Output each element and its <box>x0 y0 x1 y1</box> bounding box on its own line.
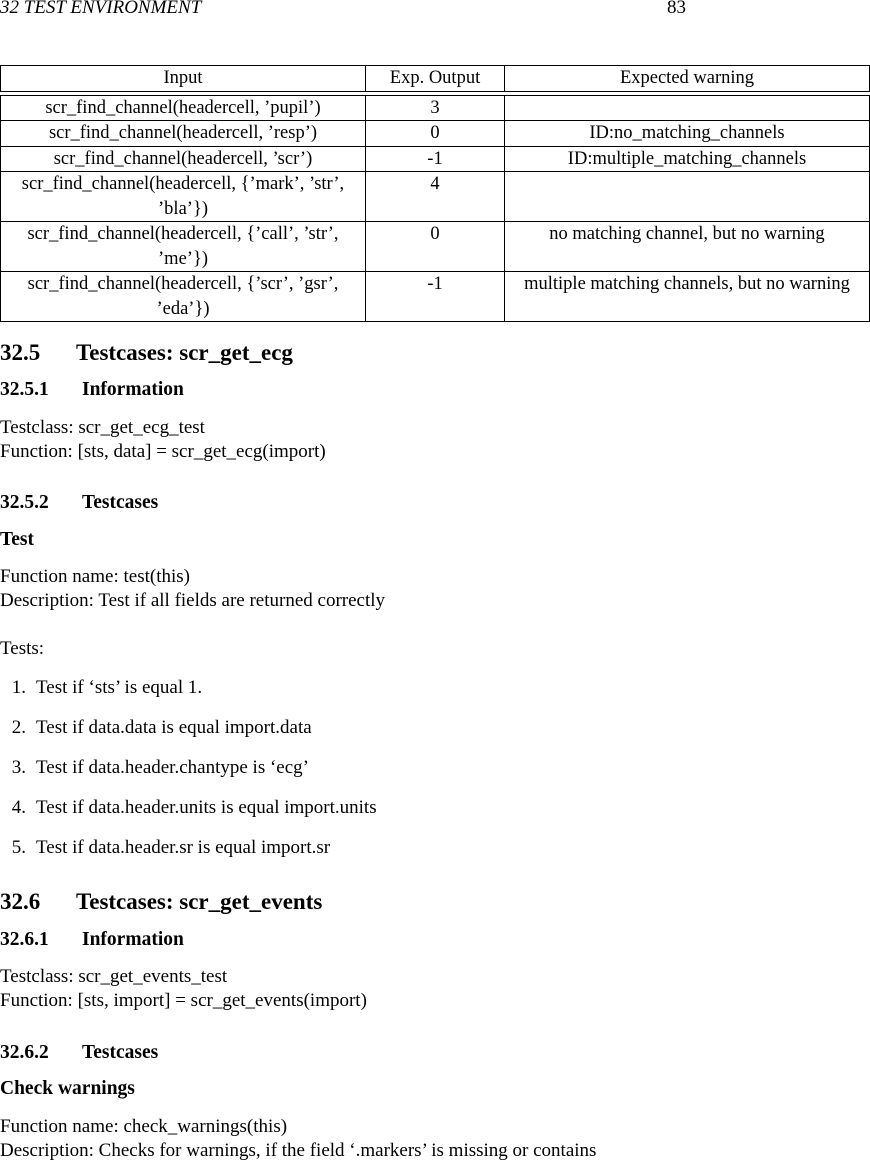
list-item-number: 3. <box>11 757 26 778</box>
cell-input: scr_find_channel(headercell, {’scr’, ’gsr’, ’eda’}) <box>1 272 366 322</box>
cell-input: scr_find_channel(headercell, ’scr’) <box>1 146 366 172</box>
subsection-title: Testcases <box>82 492 159 513</box>
section-number: 32.6 <box>0 889 41 914</box>
testclass-line: Testclass: scr_get_ecg_test <box>0 417 205 438</box>
cell-warning: ID:multiple_matching_channels <box>505 146 870 172</box>
list-item <box>0 837 330 859</box>
list-item-text: Test if ‘sts’ is equal 1. <box>36 677 203 698</box>
column-header: Expected warning <box>505 66 870 92</box>
list-item-text: Test if data.data is equal import.data <box>36 717 312 738</box>
subsection-title: Information <box>82 929 184 950</box>
cell-warning: no matching channel, but no warning <box>505 222 870 272</box>
function-name-line: Function name: test(this) <box>0 566 190 587</box>
column-header: Input <box>1 66 366 92</box>
subsection-title: Information <box>82 379 184 400</box>
section-title: Testcases: scr_get_ecg <box>76 340 293 365</box>
subsection-number: 32.5.1 <box>0 379 49 400</box>
cell-input: scr_find_channel(headercell, {’mark’, ’str’, ’bla’}) <box>1 172 366 222</box>
test-heading: Test <box>0 529 34 550</box>
subsection-heading <box>0 929 184 951</box>
column-header: Exp. Output <box>366 66 505 92</box>
cell-output: -1 <box>366 146 505 172</box>
test-heading: Check warnings <box>0 1078 135 1099</box>
function-name-line: Function name: check_warnings(this) <box>0 1116 288 1137</box>
list-item <box>0 717 312 739</box>
cell-output: -1 <box>366 272 505 322</box>
list-item-number: 1. <box>11 677 26 698</box>
list-item-number: 4. <box>11 797 26 818</box>
tests-label: Tests: <box>0 638 45 659</box>
subsection-number: 32.6.2 <box>0 1042 49 1063</box>
list-item <box>0 757 309 779</box>
subsection-heading <box>0 492 158 514</box>
subsection-number: 32.5.2 <box>0 492 49 513</box>
table-row <box>1 272 870 322</box>
testclass-line: Testclass: scr_get_events_test <box>0 966 228 987</box>
list-item-text: Test if data.header.chantype is ‘ecg’ <box>36 757 309 778</box>
section-heading <box>0 889 322 915</box>
description-line: Description: Checks for warnings, if the field ‘.markers’ is missing or contains <box>0 1140 597 1161</box>
table-header-row <box>1 66 870 92</box>
cell-warning <box>505 95 870 121</box>
list-item-number: 5. <box>11 837 26 858</box>
cell-output: 4 <box>366 172 505 222</box>
test-table <box>0 65 870 322</box>
page-number: 83 <box>667 0 686 18</box>
table-row <box>1 121 870 147</box>
cell-input: scr_find_channel(headercell, ’pupil’) <box>1 95 366 121</box>
list-item <box>0 797 377 819</box>
table-row <box>1 146 870 172</box>
subsection-number: 32.6.1 <box>0 929 49 950</box>
cell-warning: ID:no_matching_channels <box>505 121 870 147</box>
subsection-heading <box>0 1042 158 1064</box>
list-item-text: Test if data.header.units is equal import.units <box>36 797 377 818</box>
running-header: 32 TEST ENVIRONMENT <box>0 0 202 18</box>
cell-input: scr_find_channel(headercell, {’call’, ’str’, ’me’}) <box>1 222 366 272</box>
list-item-text: Test if data.header.sr is equal import.sr <box>36 837 331 858</box>
table-row <box>1 172 870 222</box>
subsection-title: Testcases <box>82 1042 159 1063</box>
cell-warning <box>505 172 870 222</box>
subsection-heading <box>0 379 184 401</box>
cell-output: 3 <box>366 95 505 121</box>
cell-output: 0 <box>366 121 505 147</box>
cell-input: scr_find_channel(headercell, ’resp’) <box>1 121 366 147</box>
section-title: Testcases: scr_get_events <box>76 889 323 914</box>
table-row <box>1 222 870 272</box>
cell-output: 0 <box>366 222 505 272</box>
description-line: Description: Test if all fields are returned correctly <box>0 590 386 611</box>
list-item-number: 2. <box>11 717 26 738</box>
section-heading <box>0 340 293 366</box>
function-line: Function: [sts, import] = scr_get_events(import) <box>0 990 367 1011</box>
section-number: 32.5 <box>0 340 41 365</box>
cell-warning: multiple matching channels, but no warning <box>505 272 870 322</box>
function-line: Function: [sts, data] = scr_get_ecg(import) <box>0 441 326 462</box>
list-item <box>0 677 202 699</box>
table-row <box>1 95 870 121</box>
